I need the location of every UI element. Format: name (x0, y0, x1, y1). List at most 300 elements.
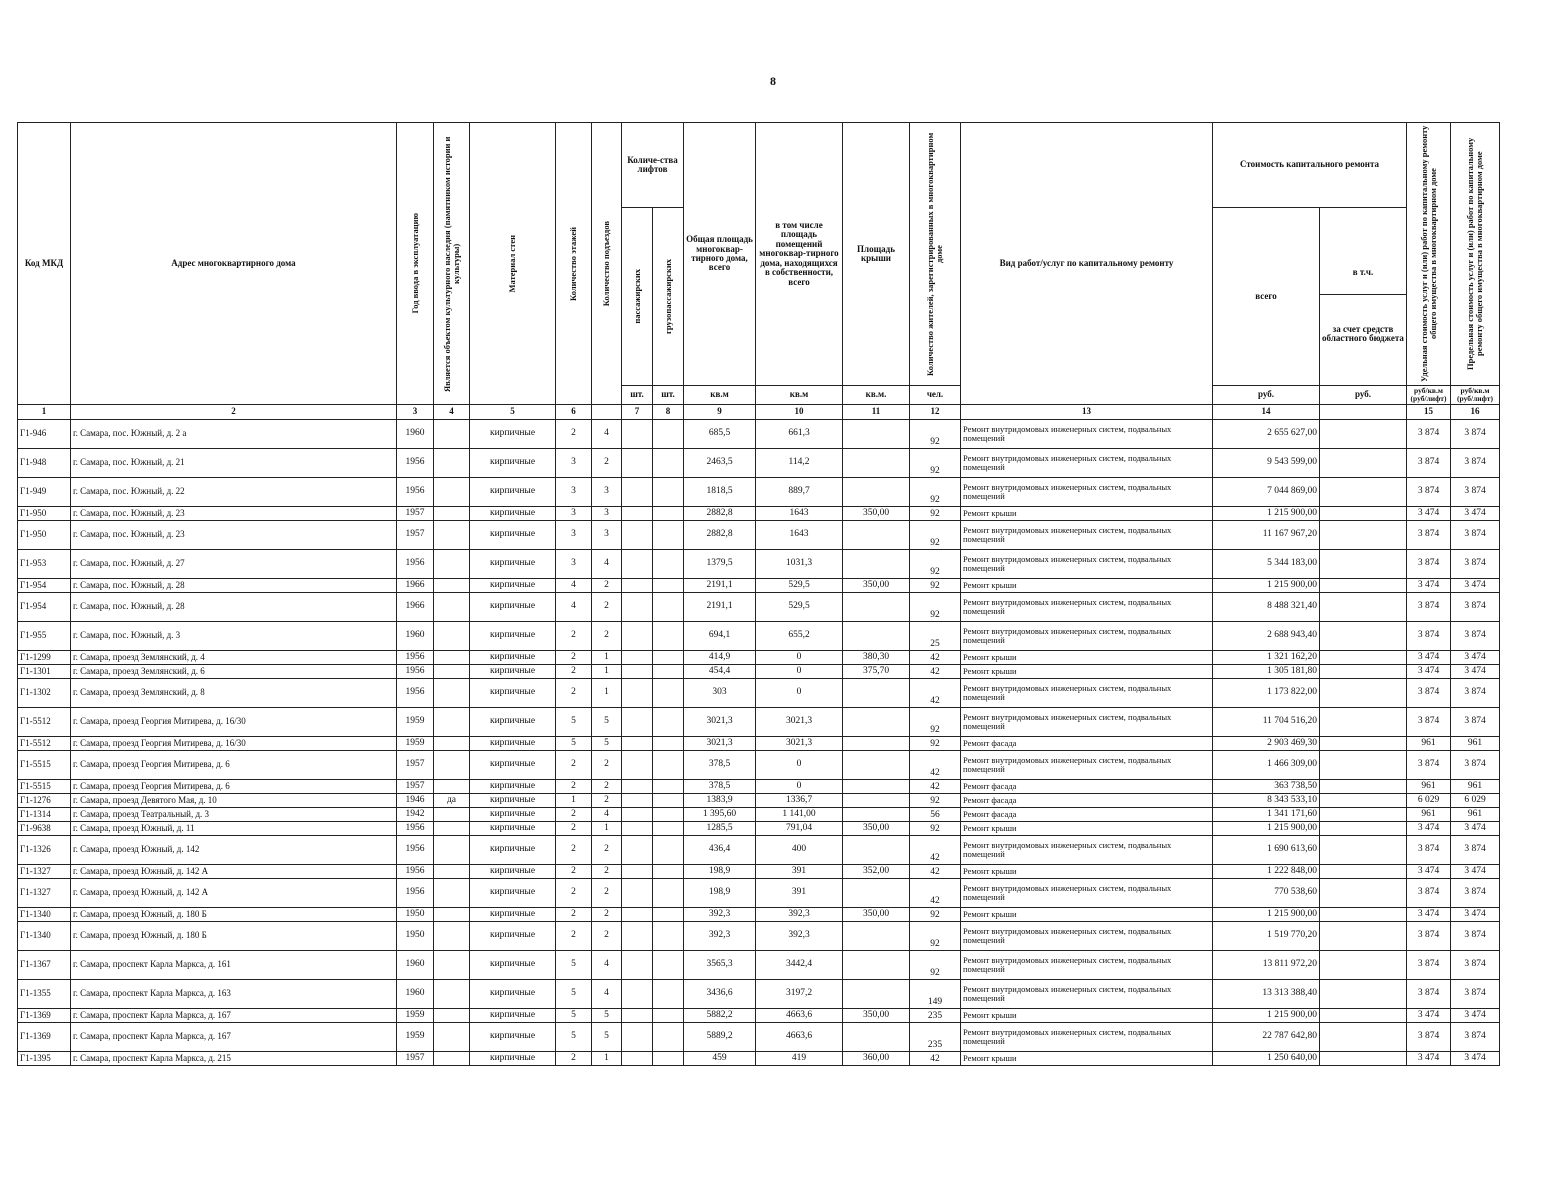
cost-total-cell: 11 704 516,20 (1213, 708, 1320, 737)
material-cell: кирпичные (470, 836, 556, 865)
code-cell: Г1-946 (18, 420, 71, 449)
lifts-cargo-cell (653, 449, 684, 478)
table-row (18, 737, 1500, 751)
owned-area-cell: 114,2 (756, 449, 843, 478)
address-cell: г. Самара, проезд Южный, д. 180 Б (71, 908, 397, 922)
entrances-cell: 1 (592, 822, 622, 836)
address-cell: г. Самара, проспект Карла Маркса, д. 167 (71, 1009, 397, 1023)
header-lifts-passenger: пассажирских (622, 208, 653, 386)
total-area-cell: 685,5 (684, 420, 756, 449)
lifts-passenger-cell (622, 665, 653, 679)
unit-cost-cell: 3 874 (1407, 922, 1451, 951)
unit-residents: чел. (910, 386, 961, 405)
unit-owned-area: кв.м (756, 386, 843, 405)
year-cell: 1960 (397, 951, 434, 980)
year-cell: 1966 (397, 593, 434, 622)
lifts-passenger-cell (622, 794, 653, 808)
floors-cell: 5 (556, 980, 592, 1009)
lifts-cargo-cell (653, 550, 684, 579)
work-type-cell: Ремонт внутридомовых инженерных систем, подвальных помещений (961, 922, 1213, 951)
year-cell: 1960 (397, 420, 434, 449)
lifts-cargo-cell (653, 808, 684, 822)
code-cell: Г1-1369 (18, 1009, 71, 1023)
year-cell: 1959 (397, 1009, 434, 1023)
cost-total-cell: 1 250 640,00 (1213, 1052, 1320, 1066)
material-cell: кирпичные (470, 794, 556, 808)
address-cell: г. Самара, проезд Южный, д. 11 (71, 822, 397, 836)
owned-area-cell: 392,3 (756, 922, 843, 951)
cost-regional-cell (1320, 865, 1407, 879)
lifts-cargo-cell (653, 836, 684, 865)
entrances-cell: 1 (592, 651, 622, 665)
table-row (18, 593, 1500, 622)
year-cell: 1956 (397, 865, 434, 879)
entrances-cell: 5 (592, 1023, 622, 1052)
lifts-cargo-cell (653, 622, 684, 651)
cost-regional-cell (1320, 651, 1407, 665)
floors-cell: 2 (556, 822, 592, 836)
cost-regional-cell (1320, 922, 1407, 951)
lifts-passenger-cell (622, 1052, 653, 1066)
code-cell: Г1-5515 (18, 751, 71, 780)
column-number: 9 (684, 405, 756, 420)
entrances-cell: 2 (592, 780, 622, 794)
total-area-cell: 303 (684, 679, 756, 708)
total-area-cell: 694,1 (684, 622, 756, 651)
total-area-cell: 1383,9 (684, 794, 756, 808)
max-cost-cell: 961 (1451, 737, 1500, 751)
work-type-cell: Ремонт внутридомовых инженерных систем, подвальных помещений (961, 980, 1213, 1009)
floors-cell: 2 (556, 679, 592, 708)
table-row (18, 780, 1500, 794)
residents-cell: 42 (910, 1052, 961, 1066)
address-cell: г. Самара, проспект Карла Маркса, д. 163 (71, 980, 397, 1009)
unit-cost-cell: 3 874 (1407, 478, 1451, 507)
unit-cost-cell: 3 474 (1407, 908, 1451, 922)
unit-cost-cell: 3 874 (1407, 593, 1451, 622)
code-cell: Г1-1326 (18, 836, 71, 865)
max-cost-cell: 961 (1451, 780, 1500, 794)
material-cell: кирпичные (470, 751, 556, 780)
cost-total-cell: 2 688 943,40 (1213, 622, 1320, 651)
floors-cell: 2 (556, 879, 592, 908)
lifts-passenger-cell (622, 708, 653, 737)
owned-area-cell: 1643 (756, 521, 843, 550)
address-cell: г. Самара, проезд Южный, д. 142 (71, 836, 397, 865)
residents-cell: 92 (910, 550, 961, 579)
table-row (18, 521, 1500, 550)
column-number: 6 (556, 405, 592, 420)
owned-area-cell: 3021,3 (756, 737, 843, 751)
material-cell: кирпичные (470, 737, 556, 751)
entrances-cell: 2 (592, 922, 622, 951)
lifts-cargo-cell (653, 521, 684, 550)
heritage-cell (434, 865, 470, 879)
year-cell: 1960 (397, 622, 434, 651)
capital-repair-table (17, 122, 1500, 1066)
column-number (1320, 405, 1407, 420)
entrances-cell: 1 (592, 665, 622, 679)
roof-area-cell (843, 449, 910, 478)
work-type-cell: Ремонт фасада (961, 737, 1213, 751)
heritage-cell (434, 751, 470, 780)
address-cell: г. Самара, пос. Южный, д. 21 (71, 449, 397, 478)
residents-cell: 42 (910, 751, 961, 780)
roof-area-cell (843, 808, 910, 822)
table-row (18, 449, 1500, 478)
lifts-passenger-cell (622, 449, 653, 478)
material-cell: кирпичные (470, 679, 556, 708)
owned-area-cell: 529,5 (756, 593, 843, 622)
table-row (18, 980, 1500, 1009)
table-row (18, 507, 1500, 521)
column-number: 1 (18, 405, 71, 420)
heritage-cell (434, 550, 470, 579)
code-cell: Г1-949 (18, 478, 71, 507)
lifts-cargo-cell (653, 951, 684, 980)
work-type-cell: Ремонт фасада (961, 780, 1213, 794)
lifts-passenger-cell (622, 822, 653, 836)
page-number: 8 (770, 74, 776, 88)
residents-cell: 42 (910, 679, 961, 708)
max-cost-cell: 3 874 (1451, 951, 1500, 980)
unit-cost-regional: руб. (1320, 386, 1407, 405)
unit-cost-cell: 3 474 (1407, 1052, 1451, 1066)
roof-area-cell: 352,00 (843, 865, 910, 879)
cost-total-cell: 2 903 469,30 (1213, 737, 1320, 751)
table-row (18, 1023, 1500, 1052)
cost-regional-cell (1320, 980, 1407, 1009)
floors-cell: 3 (556, 507, 592, 521)
owned-area-cell: 1031,3 (756, 550, 843, 579)
floors-cell: 3 (556, 550, 592, 579)
cost-regional-cell (1320, 951, 1407, 980)
address-cell: г. Самара, проезд Театральный, д. 3 (71, 808, 397, 822)
total-area-cell: 2882,8 (684, 521, 756, 550)
column-number: 8 (653, 405, 684, 420)
work-type-cell: Ремонт крыши (961, 665, 1213, 679)
lifts-cargo-cell (653, 780, 684, 794)
table-row (18, 865, 1500, 879)
lifts-cargo-cell (653, 665, 684, 679)
lifts-passenger-cell (622, 679, 653, 708)
max-cost-cell: 3 874 (1451, 836, 1500, 865)
table-body (18, 420, 1500, 1066)
cost-regional-cell (1320, 449, 1407, 478)
residents-cell: 92 (910, 951, 961, 980)
lifts-cargo-cell (653, 507, 684, 521)
lifts-cargo-cell (653, 908, 684, 922)
column-number: 16 (1451, 405, 1500, 420)
column-number: 15 (1407, 405, 1451, 420)
table-row (18, 665, 1500, 679)
entrances-cell: 2 (592, 865, 622, 879)
year-cell: 1959 (397, 708, 434, 737)
column-number: 11 (843, 405, 910, 420)
cost-regional-cell (1320, 579, 1407, 593)
total-area-cell: 1285,5 (684, 822, 756, 836)
cost-total-cell: 8 343 533,10 (1213, 794, 1320, 808)
address-cell: г. Самара, проспект Карла Маркса, д. 167 (71, 1023, 397, 1052)
owned-area-cell: 0 (756, 780, 843, 794)
lifts-passenger-cell (622, 622, 653, 651)
total-area-cell: 3436,6 (684, 980, 756, 1009)
code-cell: Г1-955 (18, 622, 71, 651)
code-cell: Г1-954 (18, 579, 71, 593)
material-cell: кирпичные (470, 780, 556, 794)
unit-cost-cell: 3 874 (1407, 622, 1451, 651)
cost-regional-cell (1320, 879, 1407, 908)
cost-total-cell: 770 538,60 (1213, 879, 1320, 908)
owned-area-cell: 391 (756, 865, 843, 879)
work-type-cell: Ремонт внутридомовых инженерных систем, подвальных помещений (961, 550, 1213, 579)
cost-total-cell: 1 215 900,00 (1213, 1009, 1320, 1023)
total-area-cell: 5882,2 (684, 1009, 756, 1023)
work-type-cell: Ремонт фасада (961, 794, 1213, 808)
total-area-cell: 5889,2 (684, 1023, 756, 1052)
entrances-cell: 2 (592, 579, 622, 593)
lifts-cargo-cell (653, 980, 684, 1009)
cost-regional-cell (1320, 1052, 1407, 1066)
lifts-passenger-cell (622, 879, 653, 908)
heritage-cell (434, 1023, 470, 1052)
unit-cost-cell: 961 (1407, 808, 1451, 822)
roof-area-cell (843, 679, 910, 708)
code-cell: Г1-1355 (18, 980, 71, 1009)
table-row (18, 679, 1500, 708)
entrances-cell: 5 (592, 737, 622, 751)
roof-area-cell (843, 478, 910, 507)
cost-total-cell: 13 811 972,20 (1213, 951, 1320, 980)
owned-area-cell: 3442,4 (756, 951, 843, 980)
residents-cell: 92 (910, 822, 961, 836)
total-area-cell: 2463,5 (684, 449, 756, 478)
residents-cell: 92 (910, 521, 961, 550)
column-number: 4 (434, 405, 470, 420)
floors-cell: 2 (556, 1052, 592, 1066)
cost-regional-cell (1320, 478, 1407, 507)
unit-cost-cell: 3 874 (1407, 751, 1451, 780)
column-number: 10 (756, 405, 843, 420)
roof-area-cell (843, 550, 910, 579)
code-cell: Г1-1340 (18, 922, 71, 951)
roof-area-cell (843, 521, 910, 550)
work-type-cell: Ремонт внутридомовых инженерных систем, подвальных помещений (961, 622, 1213, 651)
header-work-type: Вид работ/услуг по капитальному ремонту (961, 123, 1213, 405)
table-row (18, 822, 1500, 836)
residents-cell: 92 (910, 579, 961, 593)
year-cell: 1942 (397, 808, 434, 822)
code-cell: Г1-1340 (18, 908, 71, 922)
max-cost-cell: 3 474 (1451, 865, 1500, 879)
max-cost-cell: 3 874 (1451, 679, 1500, 708)
address-cell: г. Самара, проезд Южный, д. 142 А (71, 865, 397, 879)
header-year: Год ввода в эксплуатацию (397, 123, 434, 405)
work-type-cell: Ремонт крыши (961, 507, 1213, 521)
heritage-cell (434, 420, 470, 449)
unit-lifts-passenger: шт. (622, 386, 653, 405)
lifts-passenger-cell (622, 550, 653, 579)
total-area-cell: 392,3 (684, 908, 756, 922)
table-row (18, 478, 1500, 507)
work-type-cell: Ремонт внутридомовых инженерных систем, подвальных помещений (961, 593, 1213, 622)
residents-cell: 92 (910, 922, 961, 951)
lifts-passenger-cell (622, 951, 653, 980)
floors-cell: 2 (556, 865, 592, 879)
material-cell: кирпичные (470, 665, 556, 679)
floors-cell: 2 (556, 780, 592, 794)
heritage-cell (434, 579, 470, 593)
residents-cell: 56 (910, 808, 961, 822)
code-cell: Г1-5512 (18, 708, 71, 737)
cost-total-cell: 1 215 900,00 (1213, 822, 1320, 836)
residents-cell: 235 (910, 1009, 961, 1023)
header-cost-group: Стоимость капитального ремонта (1213, 123, 1407, 208)
owned-area-cell: 661,3 (756, 420, 843, 449)
heritage-cell (434, 908, 470, 922)
unit-cost-cell: 3 474 (1407, 865, 1451, 879)
cost-regional-cell (1320, 908, 1407, 922)
entrances-cell: 2 (592, 622, 622, 651)
cost-regional-cell (1320, 521, 1407, 550)
material-cell: кирпичные (470, 478, 556, 507)
table-row (18, 808, 1500, 822)
work-type-cell: Ремонт внутридомовых инженерных систем, подвальных помещений (961, 1023, 1213, 1052)
code-cell: Г1-5512 (18, 737, 71, 751)
max-cost-cell: 3 874 (1451, 420, 1500, 449)
header-floors: Количество этажей (556, 123, 592, 405)
cost-regional-cell (1320, 1023, 1407, 1052)
entrances-cell: 2 (592, 794, 622, 808)
owned-area-cell: 791,04 (756, 822, 843, 836)
max-cost-cell: 3 874 (1451, 521, 1500, 550)
cost-regional-cell (1320, 737, 1407, 751)
material-cell: кирпичные (470, 420, 556, 449)
max-cost-cell: 3 874 (1451, 879, 1500, 908)
max-cost-cell: 961 (1451, 808, 1500, 822)
header-lifts-cargo: грузопассажирских (653, 208, 684, 386)
column-number: 3 (397, 405, 434, 420)
roof-area-cell (843, 780, 910, 794)
year-cell: 1956 (397, 478, 434, 507)
roof-area-cell (843, 794, 910, 808)
residents-cell: 92 (910, 708, 961, 737)
work-type-cell: Ремонт внутридомовых инженерных систем, подвальных помещений (961, 708, 1213, 737)
owned-area-cell: 655,2 (756, 622, 843, 651)
entrances-cell: 4 (592, 980, 622, 1009)
work-type-cell: Ремонт внутридомовых инженерных систем, подвальных помещений (961, 836, 1213, 865)
header-total-area: Общая площадь многоквар-тирного дома, всего (684, 123, 756, 386)
column-number: 2 (71, 405, 397, 420)
cost-regional-cell (1320, 808, 1407, 822)
heritage-cell (434, 478, 470, 507)
lifts-cargo-cell (653, 420, 684, 449)
year-cell: 1950 (397, 908, 434, 922)
entrances-cell: 5 (592, 1009, 622, 1023)
address-cell: г. Самара, пос. Южный, д. 3 (71, 622, 397, 651)
total-area-cell: 436,4 (684, 836, 756, 865)
total-area-cell: 3021,3 (684, 737, 756, 751)
total-area-cell: 3565,3 (684, 951, 756, 980)
table-row (18, 1052, 1500, 1066)
unit-cost-cell: 3 474 (1407, 822, 1451, 836)
heritage-cell (434, 737, 470, 751)
column-number: 13 (961, 405, 1213, 420)
max-cost-cell: 3 474 (1451, 822, 1500, 836)
material-cell: кирпичные (470, 822, 556, 836)
material-cell: кирпичные (470, 449, 556, 478)
lifts-passenger-cell (622, 922, 653, 951)
total-area-cell: 2191,1 (684, 579, 756, 593)
floors-cell: 2 (556, 751, 592, 780)
header-entrances: Количество подъездов (592, 123, 622, 405)
residents-cell: 42 (910, 651, 961, 665)
code-cell: Г1-950 (18, 507, 71, 521)
lifts-cargo-cell (653, 651, 684, 665)
owned-area-cell: 0 (756, 679, 843, 708)
entrances-cell: 4 (592, 951, 622, 980)
work-type-cell: Ремонт крыши (961, 579, 1213, 593)
heritage-cell (434, 449, 470, 478)
work-type-cell: Ремонт внутридомовых инженерных систем, подвальных помещений (961, 478, 1213, 507)
material-cell: кирпичные (470, 808, 556, 822)
cost-total-cell: 1 341 171,60 (1213, 808, 1320, 822)
owned-area-cell: 0 (756, 651, 843, 665)
work-type-cell: Ремонт внутридомовых инженерных систем, подвальных помещений (961, 751, 1213, 780)
unit-cost-cell: 961 (1407, 780, 1451, 794)
year-cell: 1959 (397, 737, 434, 751)
max-cost-cell: 3 474 (1451, 579, 1500, 593)
cost-total-cell: 8 488 321,40 (1213, 593, 1320, 622)
code-cell: Г1-954 (18, 593, 71, 622)
residents-cell: 92 (910, 449, 961, 478)
heritage-cell (434, 836, 470, 865)
work-type-cell: Ремонт внутридомовых инженерных систем, подвальных помещений (961, 449, 1213, 478)
cost-total-cell: 1 222 848,00 (1213, 865, 1320, 879)
owned-area-cell: 4663,6 (756, 1009, 843, 1023)
year-cell: 1957 (397, 780, 434, 794)
total-area-cell: 3021,3 (684, 708, 756, 737)
heritage-cell (434, 665, 470, 679)
table-row (18, 751, 1500, 780)
total-area-cell: 378,5 (684, 751, 756, 780)
floors-cell: 4 (556, 579, 592, 593)
unit-cost-cell: 3 874 (1407, 420, 1451, 449)
address-cell: г. Самара, пос. Южный, д. 28 (71, 593, 397, 622)
material-cell: кирпичные (470, 922, 556, 951)
unit-cost-cell: 3 874 (1407, 1023, 1451, 1052)
lifts-cargo-cell (653, 737, 684, 751)
roof-area-cell: 350,00 (843, 1009, 910, 1023)
lifts-cargo-cell (653, 1052, 684, 1066)
max-cost-cell: 3 874 (1451, 1023, 1500, 1052)
table-row (18, 550, 1500, 579)
lifts-passenger-cell (622, 780, 653, 794)
table-row (18, 651, 1500, 665)
heritage-cell (434, 808, 470, 822)
owned-area-cell: 391 (756, 879, 843, 908)
year-cell: 1956 (397, 879, 434, 908)
material-cell: кирпичные (470, 951, 556, 980)
unit-cost-cell: 3 874 (1407, 679, 1451, 708)
lifts-passenger-cell (622, 651, 653, 665)
roof-area-cell: 350,00 (843, 908, 910, 922)
code-cell: Г1-1327 (18, 879, 71, 908)
max-cost-cell: 3 474 (1451, 1009, 1500, 1023)
cost-total-cell: 363 738,50 (1213, 780, 1320, 794)
unit-total-area: кв.м (684, 386, 756, 405)
code-cell: Г1-9638 (18, 822, 71, 836)
